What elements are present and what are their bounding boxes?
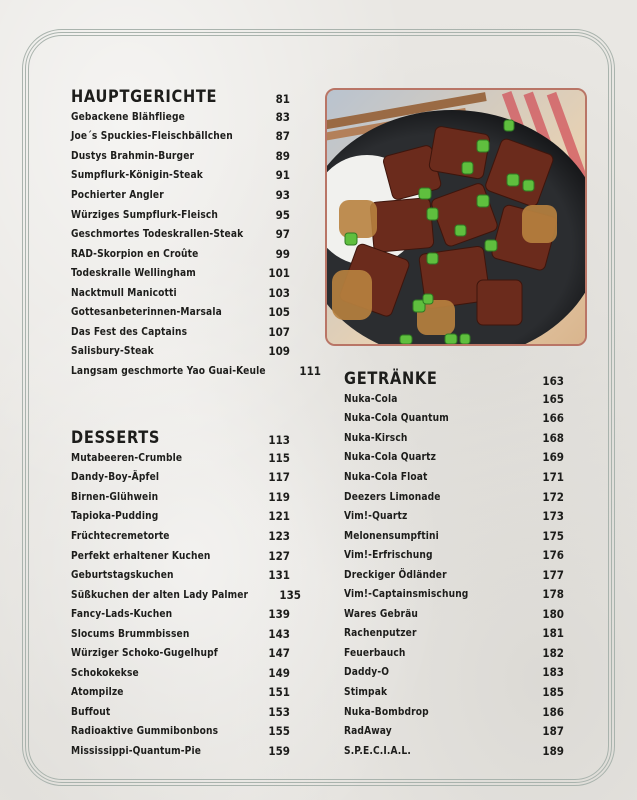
recipe-name: Salisbury-Steak [71, 345, 154, 358]
toc-entry[interactable] [71, 585, 302, 605]
recipe-name: Mutabeeren-Crumble [71, 451, 183, 464]
recipe-name: Deezers Limonade [344, 490, 441, 503]
recipe-page-number: 175 [542, 528, 564, 543]
recipe-name: Nuka-Kirsch [344, 431, 408, 444]
recipe-name: Melonensumpftini [344, 529, 439, 542]
recipe-page-number: 107 [268, 324, 290, 339]
toc-entry[interactable] [344, 604, 564, 624]
toc-entry[interactable] [344, 643, 564, 663]
toc-entry[interactable] [71, 722, 290, 742]
recipe-name: Nacktmull Manicotti [71, 286, 177, 299]
section-page-number: 81 [275, 92, 290, 106]
toc-entry[interactable] [71, 224, 290, 244]
recipe-name: Das Fest des Captains [71, 325, 188, 338]
toc-entry[interactable] [71, 643, 290, 663]
recipe-page-number: 87 [275, 129, 290, 144]
toc-entry[interactable] [71, 546, 290, 566]
recipe-page-number: 169 [542, 450, 564, 465]
recipe-name: Vim!-Erfrischung [344, 549, 433, 562]
recipe-page-number: 117 [268, 470, 290, 485]
toc-entry[interactable] [344, 721, 564, 741]
section-desserts [71, 426, 302, 761]
recipe-page-number: 105 [268, 305, 290, 320]
toc-entry[interactable] [344, 565, 564, 585]
section-page-number: 163 [542, 374, 564, 388]
recipe-page-number: 93 [275, 187, 290, 202]
toc-entry[interactable] [71, 468, 290, 488]
recipe-name: Tapioka-Pudding [71, 510, 159, 523]
recipe-page-number: 109 [268, 344, 290, 359]
toc-entry[interactable] [71, 127, 290, 147]
recipe-name: Süßkuchen der alten Lady Palmer [71, 588, 249, 601]
recipe-page-number: 182 [542, 645, 564, 660]
recipe-name: Schokokekse [71, 666, 139, 679]
recipe-name: Sumpflurk-Königin-Steak [71, 169, 203, 182]
recipe-name: Nuka-Bombdrop [344, 705, 429, 718]
toc-entry[interactable] [71, 663, 290, 683]
recipe-page-number: 189 [542, 743, 564, 758]
recipe-page-number: 119 [268, 489, 290, 504]
toc-entry[interactable] [71, 342, 290, 362]
recipe-page-number: 143 [268, 626, 290, 641]
toc-entry[interactable] [344, 526, 564, 546]
recipe-name: Dandy-Boy-Äpfel [71, 471, 160, 484]
toc-entry[interactable] [71, 448, 290, 468]
recipe-page-number: 135 [279, 587, 302, 602]
section-header [71, 85, 290, 107]
recipe-page-number: 123 [268, 528, 290, 543]
toc-entry[interactable] [344, 409, 564, 429]
recipe-name: Birnen-Glühwein [71, 490, 159, 503]
recipe-page-number: 168 [542, 430, 564, 445]
recipe-name: Gebackene Blähfliege [71, 110, 185, 123]
toc-entry[interactable] [344, 448, 564, 468]
recipe-page-number: 171 [542, 469, 564, 484]
recipe-name: Früchtecremetorte [71, 529, 170, 542]
recipe-page-number: 101 [268, 266, 290, 281]
recipe-page-number: 187 [542, 724, 564, 739]
toc-entry[interactable] [71, 302, 290, 322]
recipe-name: Nuka-Cola [344, 392, 398, 405]
toc-entry[interactable] [71, 526, 290, 546]
toc-entry[interactable] [71, 604, 290, 624]
recipe-name: Atompilze [71, 686, 124, 699]
recipe-page-number: 183 [542, 665, 564, 680]
recipe-page-number: 185 [542, 684, 564, 699]
recipe-name: Radioaktive Gummibonbons [71, 725, 219, 738]
recipe-name: Geburtstagskuchen [71, 569, 174, 582]
recipe-page-number: 97 [275, 227, 290, 242]
recipe-page-number: 99 [275, 246, 290, 261]
toc-entry[interactable] [71, 185, 290, 205]
recipe-page-number: 83 [275, 109, 290, 124]
toc-entry[interactable] [344, 506, 564, 526]
recipe-page-number: 95 [275, 207, 290, 222]
recipe-page-number: 115 [268, 450, 290, 465]
recipe-name: Dreckiger Ödländer [344, 568, 447, 581]
recipe-name: Nuka-Cola Float [344, 470, 428, 483]
toc-entry[interactable] [71, 507, 290, 527]
toc-entry[interactable] [71, 263, 290, 283]
toc-entry[interactable] [344, 624, 564, 644]
recipe-page-number: 103 [268, 285, 290, 300]
recipe-name: Langsam geschmorte Yao Guai-Keule [71, 364, 266, 377]
toc-entry[interactable] [344, 467, 564, 487]
left-column [71, 0, 322, 800]
toc-entry[interactable] [344, 702, 564, 722]
recipe-name: Rachenputzer [344, 627, 417, 640]
recipe-name: Gottesanbeterinnen-Marsala [71, 306, 222, 319]
toc-entry[interactable] [71, 565, 290, 585]
recipe-page-number: 139 [268, 607, 290, 622]
recipe-name: Dustys Brahmin-Burger [71, 149, 195, 162]
recipe-name: Daddy-O [344, 666, 390, 679]
toc-entry[interactable] [344, 428, 564, 448]
recipe-name: Fancy-Lads-Kuchen [71, 608, 173, 621]
toc-entry[interactable] [344, 487, 564, 507]
section-title: DESSERTS [71, 428, 161, 448]
toc-entry[interactable] [71, 107, 290, 127]
recipe-name: Vim!-Quartz [344, 510, 408, 523]
recipe-name: S.P.E.C.I.A.L. [344, 744, 411, 757]
recipe-name: Wares Gebräu [344, 607, 419, 620]
toc-entry[interactable] [71, 741, 290, 761]
section-page-number: 113 [268, 433, 290, 447]
recipe-page-number: 181 [542, 626, 564, 641]
recipe-page-number: 166 [542, 411, 564, 426]
recipe-page-number: 178 [542, 587, 564, 602]
toc-entry[interactable] [344, 389, 564, 409]
right-column [344, 0, 564, 800]
recipe-page-number: 155 [268, 724, 290, 739]
toc-entry[interactable] [71, 283, 290, 303]
recipe-page-number: 149 [268, 665, 290, 680]
section-hauptgerichte [71, 85, 322, 381]
recipe-page-number: 147 [268, 646, 290, 661]
recipe-page-number: 89 [275, 148, 290, 163]
recipe-name: Buffout [71, 705, 111, 718]
toc-entry[interactable] [344, 584, 564, 604]
recipe-name: Geschmortes Todeskrallen-Steak [71, 228, 244, 241]
recipe-page-number: 173 [542, 509, 564, 524]
recipe-page-number: 180 [542, 606, 564, 621]
section-header [344, 367, 564, 389]
section-title: GETRÄNKE [344, 369, 438, 389]
recipe-name: Slocums Brummbissen [71, 627, 190, 640]
recipe-page-number: 172 [542, 489, 564, 504]
recipe-name: Stimpak [344, 685, 388, 698]
recipe-name: Würziger Schoko-Gugelhupf [71, 647, 218, 660]
recipe-name: Joe´s Spuckies-Fleischbällchen [71, 130, 233, 143]
toc-entry[interactable] [344, 545, 564, 565]
recipe-name: Perfekt erhaltener Kuchen [71, 549, 211, 562]
recipe-page-number: 153 [268, 704, 290, 719]
recipe-name: Nuka-Cola Quartz [344, 451, 437, 464]
recipe-name: Würziges Sumpflurk-Fleisch [71, 208, 219, 221]
toc-entry[interactable] [344, 682, 564, 702]
toc-entry[interactable] [71, 487, 290, 507]
toc-entry[interactable] [71, 244, 290, 264]
recipe-page-number: 159 [268, 743, 290, 758]
recipe-name: Pochierter Angler [71, 188, 164, 201]
recipe-name: RadAway [344, 725, 392, 738]
toc-entry[interactable] [344, 663, 564, 683]
recipe-page-number: 186 [542, 704, 564, 719]
toc-entry[interactable] [71, 322, 290, 342]
recipe-page-number: 121 [268, 509, 290, 524]
recipe-name: Todeskralle Wellingham [71, 267, 196, 280]
recipe-name: Feuerbauch [344, 646, 406, 659]
recipe-page-number: 176 [542, 548, 564, 563]
section-title: HAUPTGERICHTE [71, 87, 218, 107]
section-header [71, 426, 290, 448]
toc-entry[interactable] [71, 683, 290, 703]
toc-entry[interactable] [71, 205, 290, 225]
toc-entry[interactable] [71, 624, 290, 644]
recipe-page-number: 151 [268, 685, 290, 700]
recipe-page-number: 111 [299, 363, 322, 378]
recipe-name: Mississippi-Quantum-Pie [71, 744, 202, 757]
recipe-name: Vim!-Captainsmischung [344, 588, 469, 601]
toc-entry[interactable] [71, 702, 290, 722]
recipe-name: Nuka-Cola Quantum [344, 412, 449, 425]
recipe-page-number: 131 [268, 568, 290, 583]
section-getraenke [344, 367, 564, 760]
recipe-page-number: 177 [542, 567, 564, 582]
recipe-page-number: 127 [268, 548, 290, 563]
toc-entry[interactable] [71, 146, 290, 166]
recipe-page-number: 165 [542, 391, 564, 406]
toc-entry[interactable] [71, 166, 290, 186]
toc-entry[interactable] [344, 741, 564, 761]
toc-entry[interactable] [71, 361, 322, 381]
recipe-page-number: 91 [275, 168, 290, 183]
recipe-name: RAD-Skorpion en Croûte [71, 247, 199, 260]
